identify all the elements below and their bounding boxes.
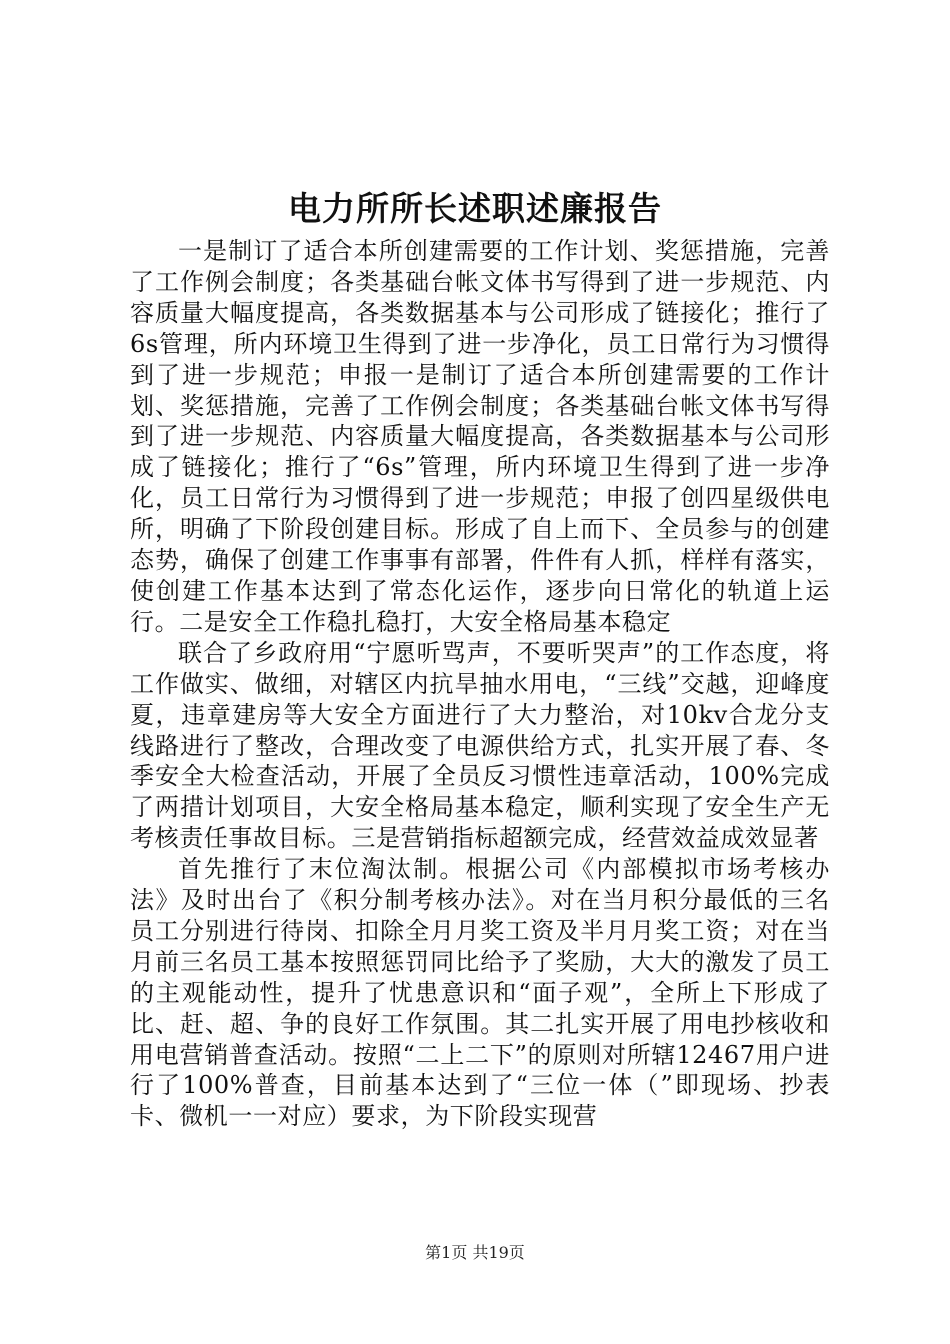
paragraph-1: 一是制订了适合本所创建需要的工作计划、奖惩措施，完善了工作例会制度；各类基础台帐文体书写得到了进一步规范、内容质量大幅度提高，各类数据基本与公司形成了链接化；推行了6s管理，所内环境卫生得到了进一步净化，员工日常行为习惯得到了进一步规范；申报一是制订了适合本所创建需要的工作计划、奖惩措施，完善了工作例会制度；各类基础台帐文体书写得到了进一步规范、内容质量大幅度提高，各类数据基本与公司形成了链接化；推行了“6s”管理，所内环境卫生得到了进一步净化，员工日常行为习惯得到了进一步规范；申报了创四星级供电所，明确了下阶段创建目标。形成了自上而下、全员参与的创建态势，确保了创建工作事事有部署，件件有人抓，样样有落实，使创建工作基本达到了常态化运作，逐步向日常化的轨道上运行。二是安全工作稳扎稳打，大安全格局基本稳定 (130, 237, 830, 636)
paragraph-3: 首先推行了末位淘汰制。根据公司《内部模拟市场考核办法》及时出台了《积分制考核办法》。对在当月积分最低的三名员工分别进行待岗、扣除全月月奖工资及半月月奖工资；对在当月前三名员工基本按照惩罚同比给予了奖励，大大的激发了员工的主观能动性，提升了忧患意识和“面子观”，全所上下形成了比、赶、超、争的良好工作氛围。其二扎实开展了用电抄核收和用电营销普查活动。按照“二上二下”的原则对所辖12467用户进行了100%普查，目前基本达到了“三位一体（”即现场、抄表卡、微机一一对应）要求，为下阶段实现营 (130, 855, 830, 1131)
page-number-footer: 第1页 共19页 (425, 1243, 525, 1262)
document-title: 电力所所长述职述廉报告 (288, 189, 662, 228)
paragraph-2: 联合了乡政府用“宁愿听骂声，不要听哭声”的工作态度，将工作做实、做细，对辖区内抗旱抽水用电，“三线”交越，迎峰度夏，违章建房等大安全方面进行了大力整治，对10kv合龙分支线路进行了整改，合理改变了电源供给方式，扎实开展了春、冬季安全大检查活动，开展了全员反习惯性违章活动，100%完成了两措计划项目，大安全格局基本稳定，顺利实现了安全生产无考核责任事故目标。三是营销指标超额完成，经营效益成效显著 (130, 638, 830, 853)
document-body (130, 236, 830, 1132)
